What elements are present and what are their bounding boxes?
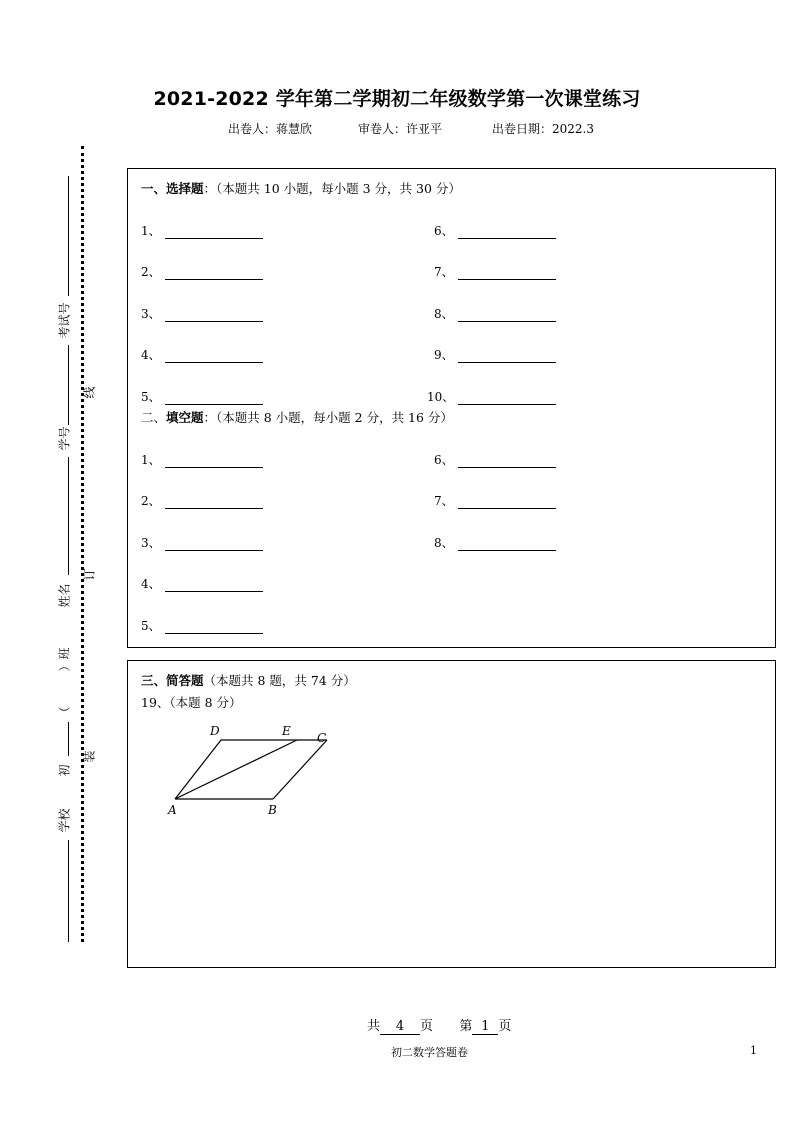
- answer-blank[interactable]: [165, 455, 263, 468]
- choice-answer[interactable]: 2、: [141, 263, 263, 280]
- class-suffix: ）班: [57, 647, 72, 672]
- exam-no-line: [68, 176, 69, 296]
- page-count: 共 4 页 第 1 页: [367, 1019, 512, 1034]
- answer-blank[interactable]: [165, 267, 263, 280]
- setter: 出卷人：蒋慧欣: [228, 122, 313, 136]
- answer-blank[interactable]: [458, 392, 556, 405]
- section3-note: （本题共 8 题，共 74 分）: [203, 673, 356, 688]
- fill-answer[interactable]: 2、: [141, 492, 263, 509]
- school-label: 学校: [57, 808, 72, 833]
- zhuang-mark: 装: [82, 750, 97, 763]
- section2-prefix: 二、: [141, 410, 167, 425]
- line-mark: 线: [82, 386, 97, 399]
- section3-title: 三、简答题: [141, 673, 204, 688]
- section2-heading: [141, 408, 453, 426]
- answer-blank[interactable]: [165, 496, 263, 509]
- grade-line: [68, 722, 69, 756]
- grade-label: 初: [57, 764, 72, 777]
- answer-blank[interactable]: [165, 621, 263, 634]
- edge-BC: [273, 740, 327, 799]
- reviewer: 审卷人：许亚平: [358, 122, 443, 136]
- parallelogram-figure: [160, 718, 340, 822]
- paper-name: 初二数学答题卷: [391, 1046, 468, 1059]
- choice-answer[interactable]: 6、: [434, 222, 556, 239]
- section2-title: 填空题: [166, 410, 204, 425]
- section1-heading: [141, 179, 461, 197]
- total-pages: 4: [380, 1019, 420, 1035]
- fill-answer[interactable]: 1、: [141, 451, 263, 468]
- fill-answer[interactable]: 8、: [434, 534, 556, 551]
- current-page: 1: [472, 1019, 498, 1035]
- choice-answer[interactable]: 8、: [434, 305, 556, 322]
- student-no-line-top: [68, 345, 69, 425]
- answer-blank[interactable]: [458, 226, 556, 239]
- label-A: A: [168, 803, 177, 817]
- cut-line: [81, 146, 84, 942]
- edge-DA: [175, 740, 221, 799]
- label-C: C: [317, 731, 327, 745]
- page-title: 2021-2022 学年第二学期初二年级数学第一次课堂练习: [153, 88, 641, 110]
- page-number: 1: [750, 1044, 757, 1057]
- choice-answer[interactable]: 10、: [427, 388, 556, 405]
- choice-answer[interactable]: 4、: [141, 346, 263, 363]
- fill-answer[interactable]: 7、: [434, 492, 556, 509]
- choice-answer[interactable]: 5、: [141, 388, 263, 405]
- answer-blank[interactable]: [458, 350, 556, 363]
- fill-answer[interactable]: 4、: [141, 575, 263, 592]
- choice-answer[interactable]: 3、: [141, 305, 263, 322]
- section2-note: ：（本题共 8 小题，每小题 2 分，共 16 分）: [203, 410, 453, 425]
- section1-note: ：（本题共 10 小题，每小题 3 分，共 30 分）: [203, 181, 461, 196]
- school-line: [68, 840, 69, 942]
- label-E: E: [282, 724, 291, 738]
- question-19-label: 19、（本题 8 分）: [141, 695, 242, 710]
- answer-blank[interactable]: [165, 392, 263, 405]
- fill-answer[interactable]: 5、: [141, 617, 263, 634]
- segment-AE: [175, 740, 297, 799]
- answer-blank[interactable]: [165, 309, 263, 322]
- name-label: 姓名: [57, 583, 72, 608]
- label-B: B: [268, 803, 277, 817]
- answer-blank[interactable]: [165, 226, 263, 239]
- choice-answer[interactable]: 9、: [434, 346, 556, 363]
- choice-answer[interactable]: 1、: [141, 222, 263, 239]
- answer-blank[interactable]: [165, 350, 263, 363]
- exam-date: 出卷日期：2022.3: [492, 122, 594, 136]
- name-line: [68, 457, 69, 575]
- choice-answer[interactable]: 7、: [434, 263, 556, 280]
- fill-answer[interactable]: 6、: [434, 451, 556, 468]
- section3-heading: [141, 671, 356, 689]
- section1-title: 一、选择题: [141, 181, 204, 196]
- ding-mark: 订: [82, 568, 97, 581]
- label-D: D: [210, 724, 220, 738]
- answer-blank[interactable]: [165, 579, 263, 592]
- student-no-label: 学号: [57, 426, 72, 451]
- answer-blank[interactable]: [165, 538, 263, 551]
- answer-blank[interactable]: [458, 309, 556, 322]
- answer-blank[interactable]: [458, 496, 556, 509]
- exam-no-label: 考试号: [57, 302, 72, 339]
- answer-blank[interactable]: [458, 538, 556, 551]
- class-paren: （: [57, 706, 72, 719]
- fill-answer[interactable]: 3、: [141, 534, 263, 551]
- answer-blank[interactable]: [458, 267, 556, 280]
- answer-blank[interactable]: [458, 455, 556, 468]
